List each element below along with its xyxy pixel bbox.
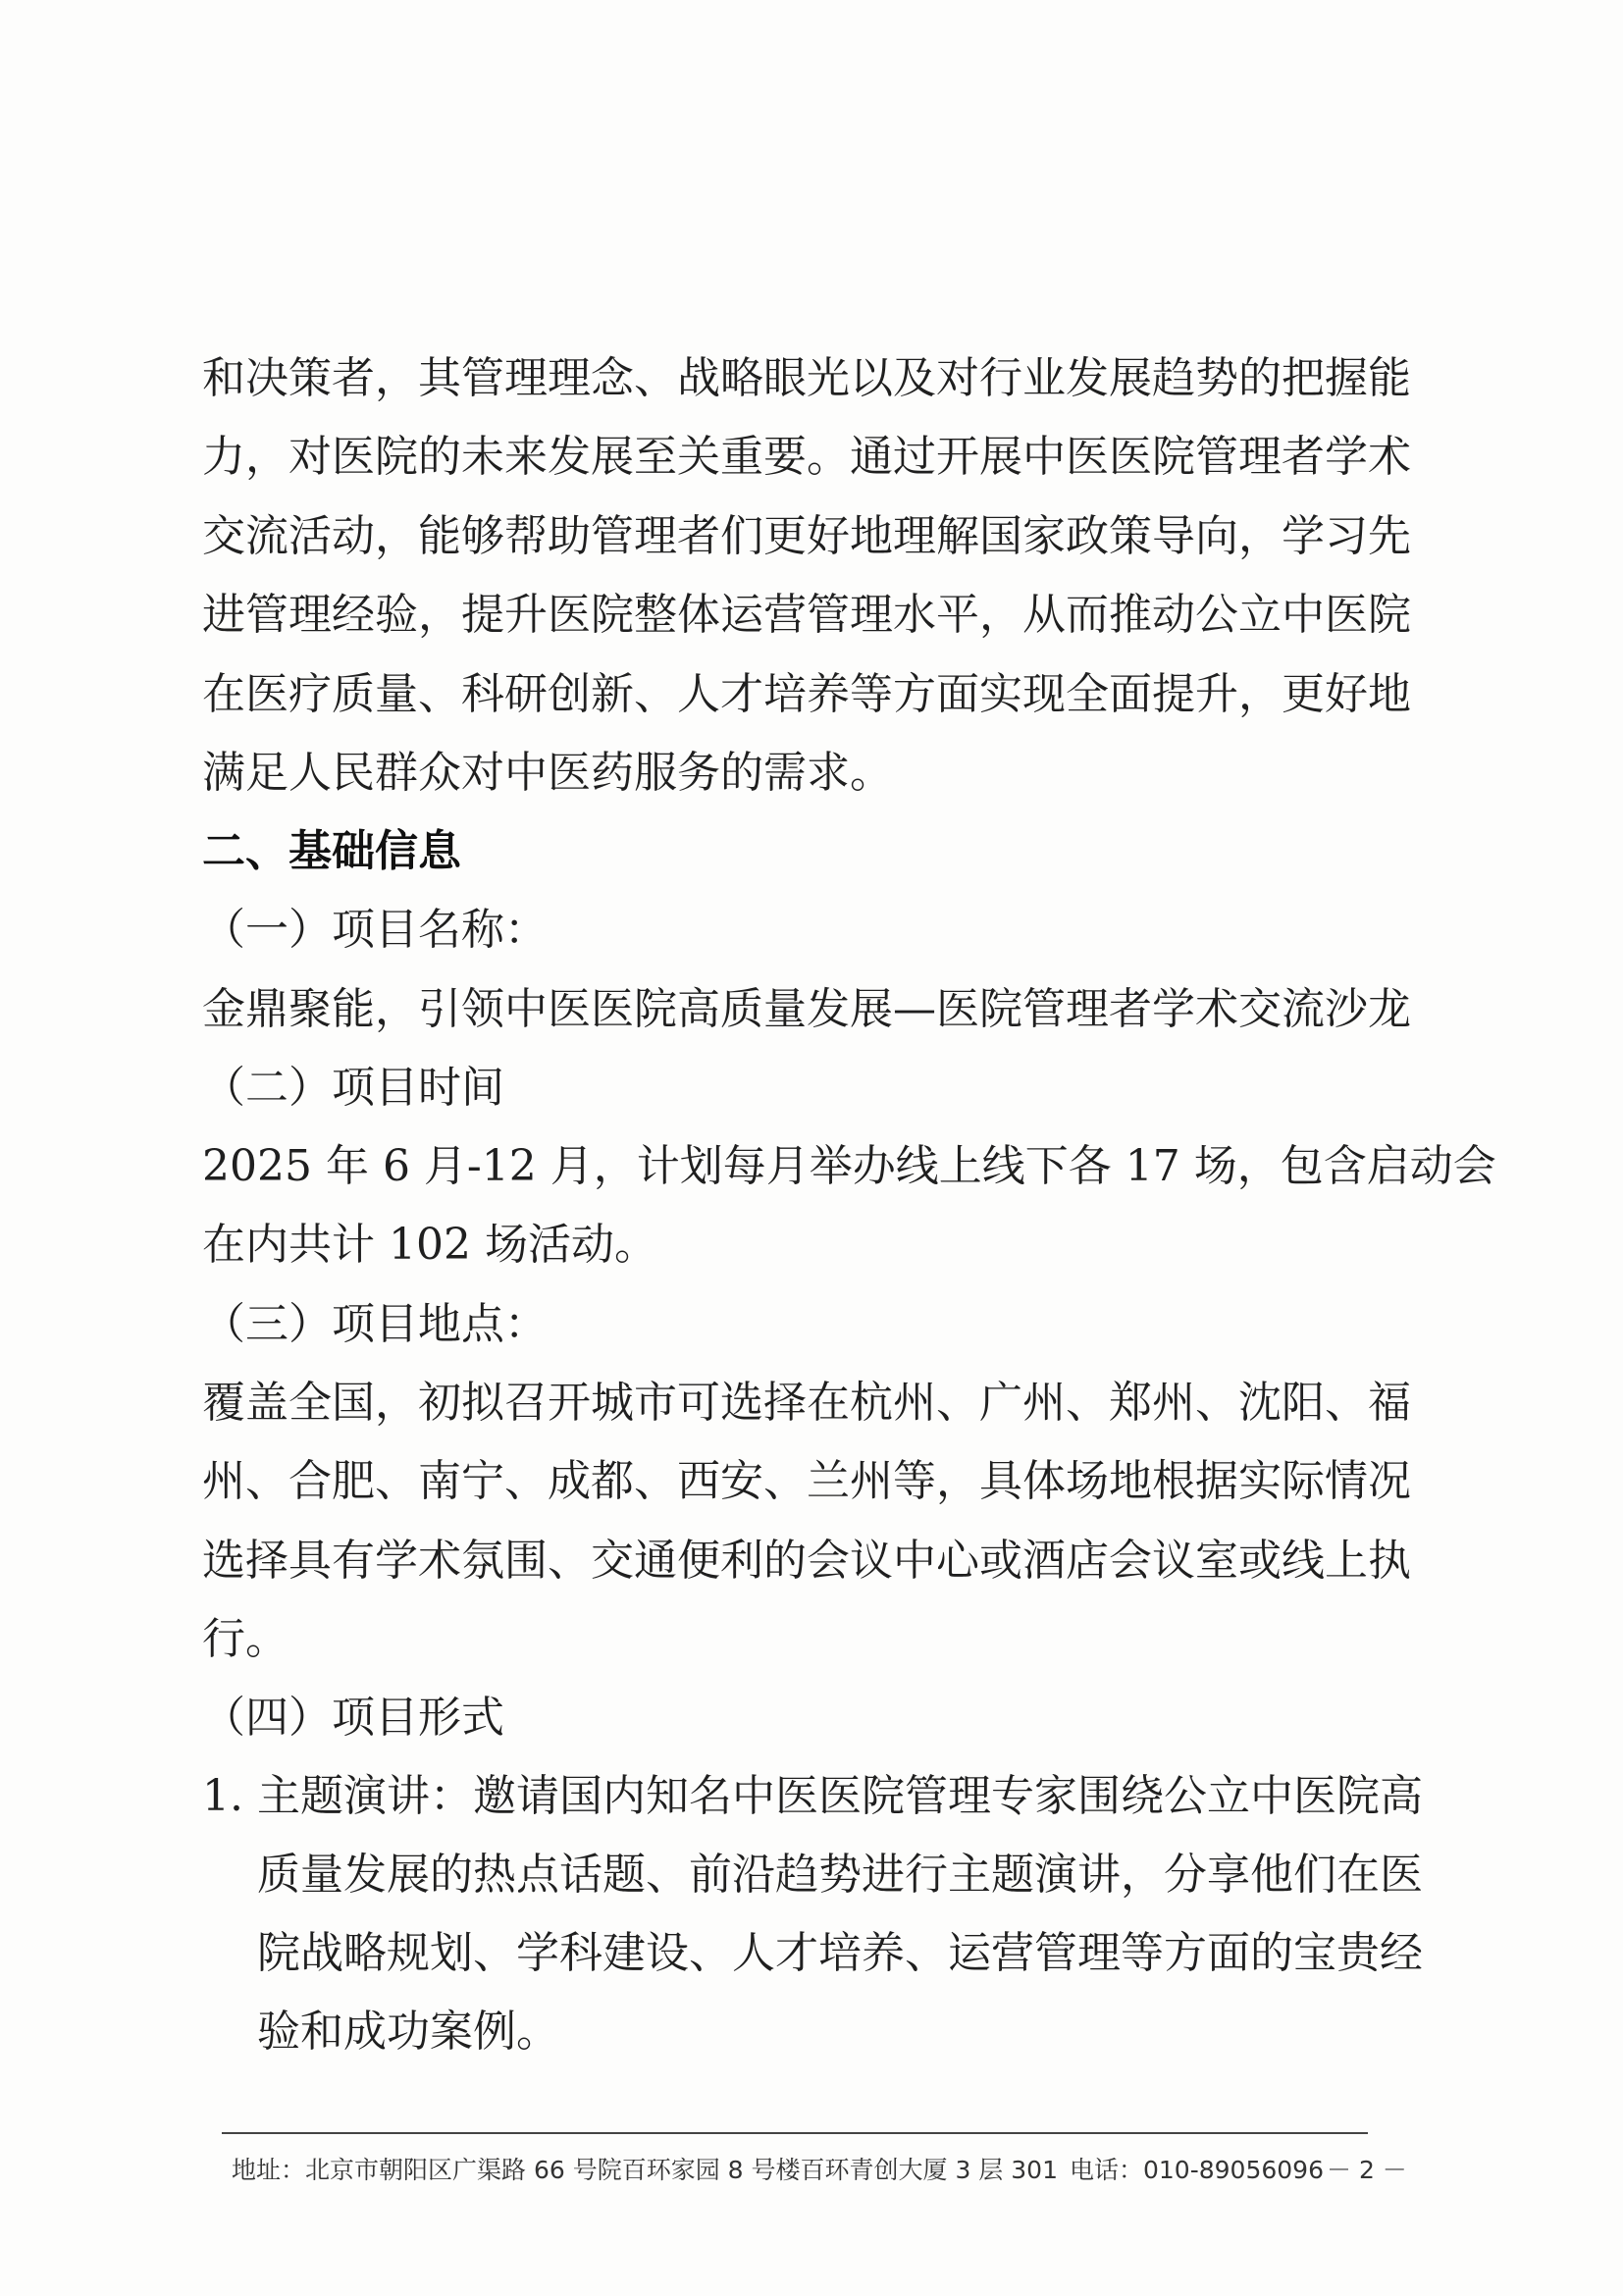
body-line: 行。 [202,1614,288,1664]
footer-phone: 电话：010-89056096 [1070,2156,1324,2184]
body-line: 进管理经验，提升医院整体运营管理水平，从而推动公立中医院 [202,590,1411,640]
footer-address: 地址：北京市朝阳区广渠路 66 号院百环家园 8 号楼百环青创大厦 3 层 301 [232,2156,1058,2184]
list-item: 1. 主题演讲：邀请国内知名中医医院管理专家围绕公立中医院高 [202,1771,1423,1821]
body-line: 满足人民群众对中医药服务的需求。 [202,748,893,798]
subsection-heading: （一）项目名称： [202,905,548,955]
list-item-continuation: 质量发展的热点话题、前沿趋势进行主题演讲，分享他们在医 [257,1850,1423,1900]
body-line: 交流活动，能够帮助管理者们更好地理解国家政策导向，学习先 [202,511,1411,561]
section-heading: 二、基础信息 [202,826,461,876]
subsection-heading: （二）项目时间 [202,1063,504,1113]
body-line: 2025 年 6 月-12 月，计划每月举办线上线下各 17 场，包含启动会 [202,1141,1496,1191]
subsection-heading: （三）项目地点： [202,1299,548,1349]
body-line: 和决策者，其管理理念、战略眼光以及对行业发展趋势的把握能 [202,353,1411,403]
footer-divider [222,2132,1368,2134]
body-line: 在医疗质量、科研创新、人才培养等方面实现全面提升，更好地 [202,669,1411,719]
body-line: 州、合肥、南宁、成都、西安、兰州等，具体场地根据实际情况 [202,1456,1411,1506]
body-line: 力，对医院的未来发展至关重要。通过开展中医医院管理者学术 [202,432,1411,482]
list-item-continuation: 院战略规划、学科建设、人才培养、运营管理等方面的宝贵经 [257,1928,1423,1978]
body-line: 金鼎聚能，引领中医医院高质量发展—医院管理者学术交流沙龙 [202,984,1411,1034]
body-line: 在内共计 102 场活动。 [202,1220,657,1270]
list-item-continuation: 验和成功案例。 [257,2007,559,2057]
page-number: － 2 － [1327,2156,1407,2184]
body-line: 覆盖全国，初拟召开城市可选择在杭州、广州、郑州、沈阳、福 [202,1378,1411,1428]
body-line: 选择具有学术氛围、交通便利的会议中心或酒店会议室或线上执 [202,1536,1411,1586]
subsection-heading: （四）项目形式 [202,1693,504,1743]
